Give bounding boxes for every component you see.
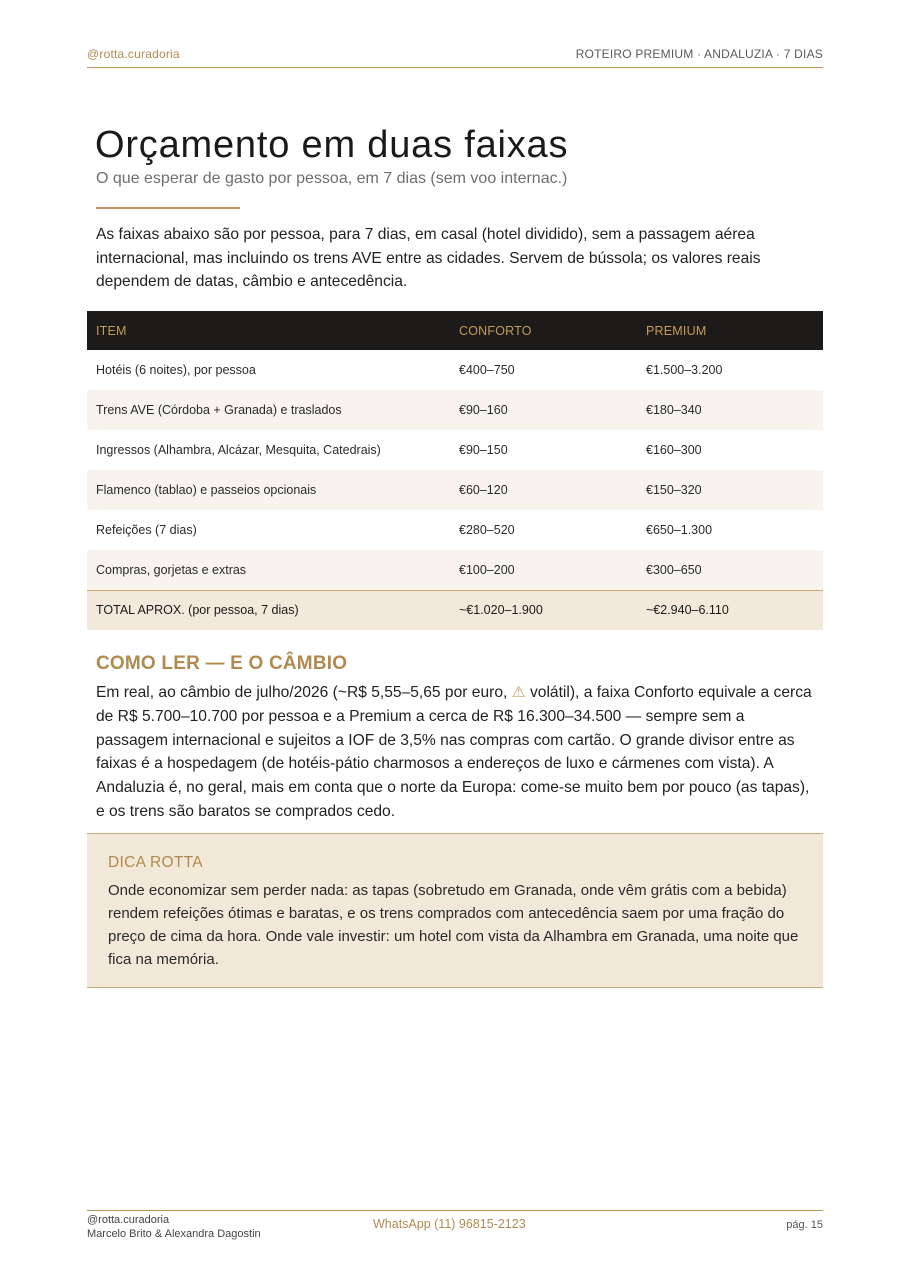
page-number: pág. 15 — [786, 1219, 823, 1231]
warning-icon: ⚠ — [511, 684, 526, 701]
cell-premium: €160–300 — [646, 443, 702, 457]
tip-text: Onde economizar sem perder nada: as tapas (sobretudo em Granada, onde vêm grátis com a bebida) rendem refeições ótimas e baratas, e os trens comprados com antecedência saem por uma fração do preço de cima da hora. Onde vale investir: um hotel com vista da Alhambra em Granada, uma noite que fica na memória. — [108, 882, 799, 968]
table-row — [87, 350, 823, 390]
cell-item: Ingressos (Alhambra, Alcázar, Mesquita, Catedrais) — [96, 443, 381, 457]
cell-premium: €150–320 — [637, 470, 823, 510]
title-underline — [96, 207, 240, 209]
section-paragraph — [96, 681, 818, 824]
cell-conforto: €280–520 — [459, 523, 515, 537]
table-total-row — [87, 590, 823, 630]
cell-conforto: €90–160 — [450, 390, 637, 430]
total-premium: ~€2.940–6.110 — [637, 590, 823, 630]
footer-divider — [87, 1210, 823, 1211]
total-conforto: ~€1.020–1.900 — [450, 590, 637, 630]
total-label: TOTAL APROX. (por pessoa, 7 dias) — [87, 590, 450, 630]
table-row — [87, 550, 823, 590]
footer-credits — [87, 1213, 261, 1241]
cell-item: Refeições (7 dias) — [96, 523, 197, 537]
table-row — [87, 390, 823, 430]
column-header-premium: PREMIUM — [637, 311, 823, 350]
header-brand: @rotta.curadoria — [87, 47, 180, 61]
table-row — [87, 510, 823, 550]
budget-table — [87, 311, 823, 630]
section-text-start: Em real, ao câmbio de julho/2026 (~R$ 5,55–5,65 por euro, — [96, 684, 512, 701]
cell-item: Flamenco (tablao) e passeios opcionais — [87, 470, 450, 510]
cell-item: Hotéis (6 noites), por pessoa — [96, 363, 256, 377]
cell-premium: €1.500–3.200 — [646, 363, 723, 377]
page-header — [87, 44, 823, 68]
cell-conforto: €400–750 — [459, 363, 515, 377]
cell-conforto: €60–120 — [450, 470, 637, 510]
tip-title: DICA ROTTA — [108, 854, 203, 871]
column-header-item: ITEM — [87, 311, 450, 350]
table-header-row — [87, 311, 823, 350]
footer-handle: @rotta.curadoria — [87, 1214, 170, 1226]
footer-authors: Marcelo Brito & Alexandra Dagostin — [87, 1228, 261, 1240]
header-document-title: ROTEIRO PREMIUM · ANDALUZIA · 7 DIAS — [575, 47, 823, 61]
tip-box — [87, 833, 823, 988]
footer-whatsapp: WhatsApp (11) 96815-2123 — [373, 1217, 526, 1231]
section-text-end: volátil), a faixa Conforto equivale a cerca de R$ 5.700–10.700 por pessoa e a Premium a cerca de R$ 16.300–34.500 — sempre sem a passagem internacional e sujeitos a IOF de 3,5% nas compras com cartão. O grande divisor entre as faixas é a hospedagem (de hotéis-pátio charmosos a endereços de luxo e cármenes com vista). A Andaluzia é, no geral, mais em conta que o norte da Europa: come-se muito bem por pouco (as tapas), e os trens são baratos se comprados cedo. — [96, 684, 812, 820]
cell-conforto: €100–200 — [450, 550, 637, 590]
column-header-conforto: CONFORTO — [450, 311, 637, 350]
cell-premium: €300–650 — [637, 550, 823, 590]
cell-item: Trens AVE (Córdoba + Granada) e traslados — [87, 390, 450, 430]
cell-item: Compras, gorjetas e extras — [87, 550, 450, 590]
cell-conforto: €90–150 — [459, 443, 508, 457]
section-heading: COMO LER — E O CÂMBIO — [96, 653, 348, 674]
cell-premium: €650–1.300 — [646, 523, 713, 537]
table-row — [87, 430, 823, 470]
intro-paragraph: As faixas abaixo são por pessoa, para 7 dias, em casal (hotel dividido), sem a passagem aérea internacional, mas incluindo os trens AVE entre as cidades. Servem de bússola; os valores reais dependem de datas, câmbio e antecedência. — [96, 226, 761, 290]
table-row — [87, 470, 823, 510]
cell-premium: €180–340 — [637, 390, 823, 430]
page-subtitle: O que esperar de gasto por pessoa, em 7 dias (sem voo internac.) — [96, 170, 568, 187]
page-title: Orçamento em duas faixas — [95, 124, 569, 166]
